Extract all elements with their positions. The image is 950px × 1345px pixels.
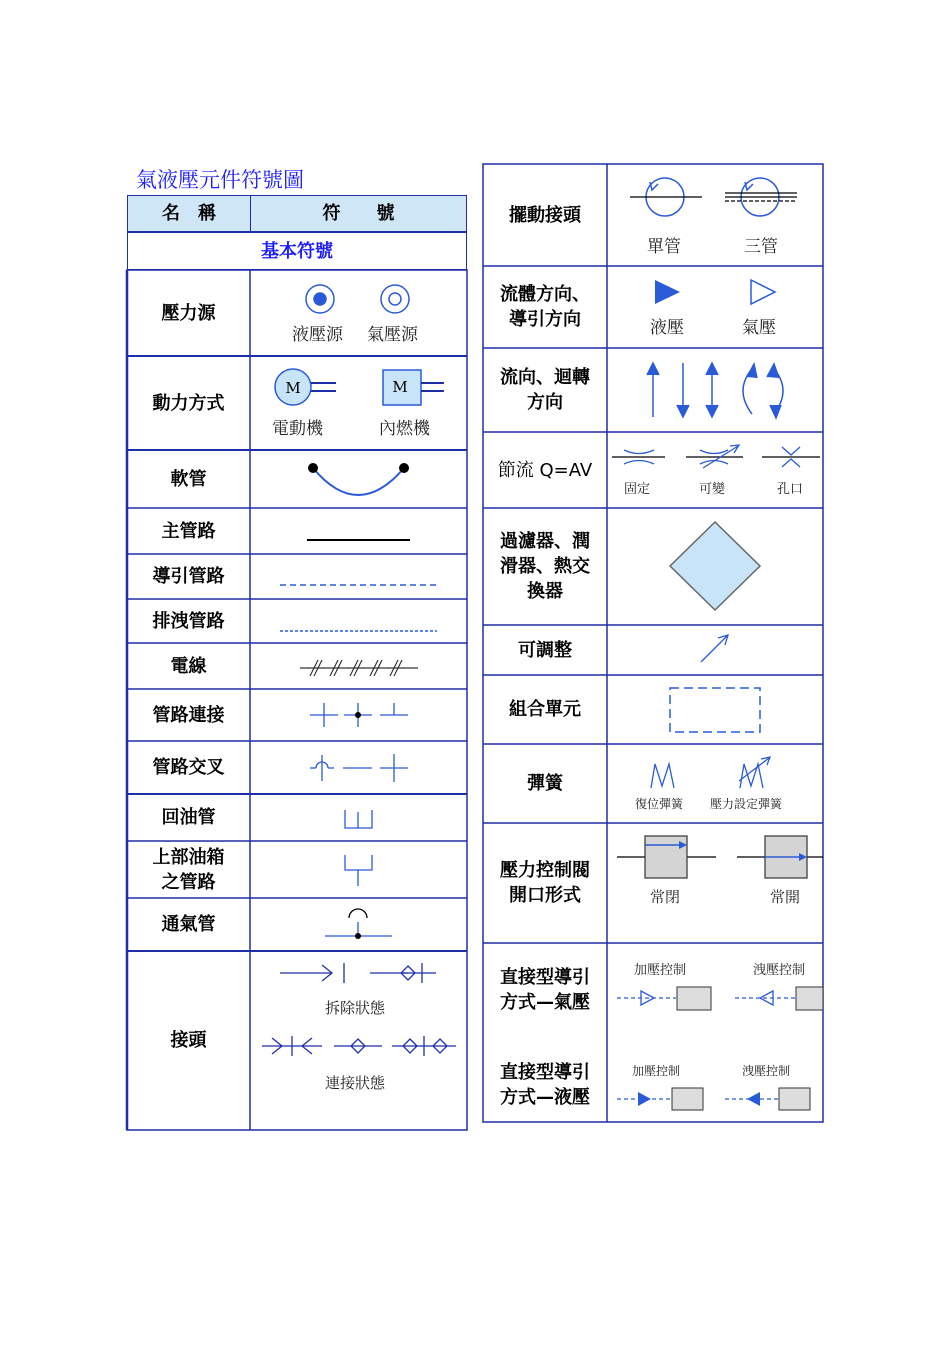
- row-name-line-connection: 管路連接: [152, 704, 225, 726]
- row-name-swivel-joint: 擺動接頭: [509, 204, 581, 226]
- label-pneumatic-release: 洩壓控制: [753, 963, 806, 978]
- return-spring-icon: [651, 764, 674, 788]
- label-pressure-spring: 壓力設定彈簧: [710, 797, 783, 811]
- label-normally-open: 常開: [770, 888, 801, 906]
- label-fixed: 固定: [624, 482, 651, 497]
- pneumatic-pressurize-icon: [617, 987, 711, 1010]
- row-name-combined-unit: 組合單元: [509, 699, 581, 720]
- header-symbol-label: 符 號: [322, 203, 395, 224]
- label-pneumatic: 氣壓: [742, 318, 776, 338]
- rotation-arrows-icon: [647, 363, 783, 418]
- row-name-rotation-direction: 流向、迴轉 方向: [500, 367, 590, 413]
- row-name-throttle: 節流 Q=AV: [497, 459, 593, 481]
- row-name-pressure-source: 壓力源: [161, 302, 216, 324]
- pneumatic-arrow-icon: [751, 280, 775, 304]
- label-hydraulic: 液壓: [650, 318, 684, 338]
- row-name-pilot-line: 導引管路: [152, 566, 225, 587]
- header-name-label: 名 稱: [162, 203, 216, 224]
- row-name-line-crossing: 管路交叉: [152, 757, 225, 778]
- filter-diamond-icon: [670, 522, 760, 610]
- label-combustion-engine: 內燃機: [379, 419, 430, 439]
- label-return-spring: 復位彈簧: [635, 797, 684, 811]
- row-name-hose: 軟管: [170, 468, 207, 490]
- row-name-drain-line: 排洩管路: [152, 610, 225, 632]
- row-name-upper-tank-line: 上部油箱 之管路: [152, 846, 225, 893]
- throttle-orifice-icon: [762, 447, 820, 467]
- label-connected: 連接狀態: [325, 1074, 386, 1092]
- engine-letter: M: [392, 378, 408, 396]
- valve-normally-closed-icon: [617, 836, 716, 878]
- row-name-main-line: 主管路: [161, 520, 216, 542]
- row-name-electric-wire: 電線: [170, 655, 207, 677]
- motor-letter: M: [285, 379, 301, 397]
- hydraulic-release-icon: [725, 1088, 810, 1110]
- combined-unit-icon: [670, 688, 760, 732]
- valve-normally-open-icon: [737, 836, 823, 878]
- throttle-fixed-icon: [612, 450, 665, 464]
- hydraulic-arrow-icon: [655, 280, 680, 304]
- label-hydraulic-source: 液壓源: [292, 325, 343, 345]
- label-hydraulic-pressurize: 加壓控制: [632, 1064, 681, 1078]
- throttle-variable-icon: [686, 445, 743, 468]
- row-name-hydraulic-pilot: 直接型導引 方式—液壓: [500, 1062, 590, 1108]
- label-disconnected: 拆除狀態: [325, 999, 386, 1017]
- row-name-vent-line: 通氣管: [161, 914, 216, 935]
- row-name-flow-direction: 流體方向、 導引方向: [500, 284, 590, 330]
- page-title: 氣液壓元件符號圖: [136, 168, 304, 192]
- row-name-pressure-valve: 壓力控制閥 開口形式: [500, 860, 590, 906]
- label-single-pipe: 單管: [647, 237, 681, 257]
- label-variable: 可變: [699, 482, 726, 497]
- row-name-spring: 彈簧: [527, 773, 563, 794]
- label-normally-closed: 常閉: [650, 888, 681, 906]
- hydraulic-pressurize-icon: [617, 1088, 703, 1110]
- row-name-pneumatic-pilot: 直接型導引 方式—氣壓: [500, 967, 590, 1013]
- label-electric-motor: 電動機: [272, 419, 323, 439]
- label-hydraulic-release: 洩壓控制: [742, 1064, 791, 1078]
- basic-symbols-label: 基本符號: [261, 240, 333, 262]
- row-name-return-line: 回油管: [161, 807, 216, 828]
- swivel-triple-icon: [725, 178, 797, 216]
- label-pneumatic-pressurize: 加壓控制: [634, 963, 687, 978]
- row-name-power: 動力方式: [152, 392, 225, 414]
- adjustable-arrow-icon: [701, 635, 728, 662]
- pneumatic-release-icon: [735, 987, 823, 1010]
- label-triple-pipe: 三管: [744, 237, 778, 257]
- row-name-adjustable: 可調整: [518, 639, 572, 661]
- row-name-filter: 過濾器、潤 滑器、熱交 換器: [500, 531, 590, 602]
- label-pneumatic-source: 氣壓源: [367, 325, 418, 345]
- pressure-spring-icon: [739, 757, 770, 788]
- row-name-coupling: 接頭: [170, 1030, 207, 1051]
- label-orifice: 孔口: [777, 482, 804, 497]
- swivel-single-icon: [630, 178, 702, 216]
